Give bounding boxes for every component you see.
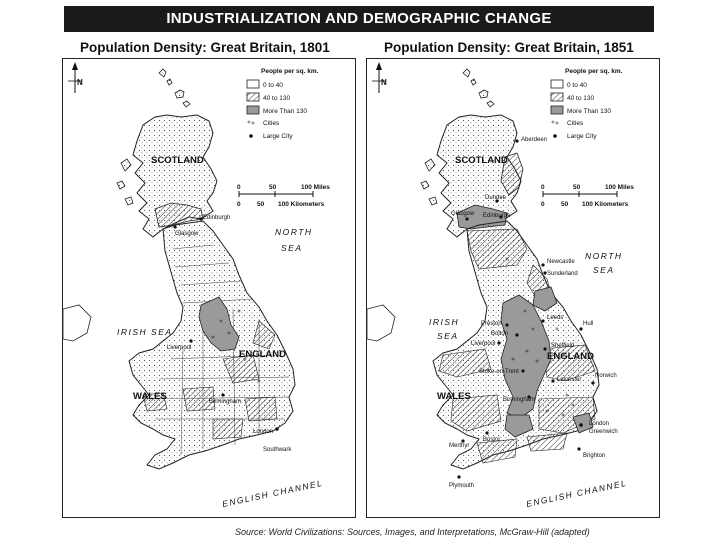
sea-north-2: SEA bbox=[593, 265, 615, 275]
legend-swatch-mid bbox=[551, 93, 563, 101]
sea-irish: IRISH SEA bbox=[117, 327, 173, 337]
city-marker-liverpool bbox=[497, 341, 500, 344]
city-bristol: Bristol bbox=[483, 437, 500, 443]
city-marker-london bbox=[275, 427, 279, 431]
city-glasgow: Glasgow bbox=[451, 211, 475, 217]
city-marker-preston bbox=[505, 323, 508, 326]
legend-heading: People per sq. km. bbox=[261, 68, 319, 75]
northern-islands bbox=[159, 69, 190, 107]
legend-swatch-high bbox=[247, 106, 259, 114]
legend-item-low: 0 to 40 bbox=[263, 82, 283, 89]
city-glasgow: Glasgow bbox=[175, 231, 199, 237]
city-marker-leicester bbox=[551, 379, 554, 382]
city-birmingham: Birmingham bbox=[209, 399, 242, 405]
city-dundee: Dundee bbox=[485, 195, 507, 201]
city-marker-newcastle bbox=[541, 263, 544, 266]
legend-cities: Cities bbox=[263, 120, 280, 127]
scale-miles-0: 0 bbox=[237, 184, 241, 191]
city-bolton: Bolton bbox=[491, 331, 509, 337]
city-leicester: Leicester bbox=[557, 377, 582, 383]
legend-item-high: More Than 130 bbox=[263, 108, 307, 115]
page-title: INDUSTRIALIZATION AND DEMOGRAPHIC CHANGE bbox=[64, 6, 654, 32]
sea-north-2: SEA bbox=[281, 243, 303, 253]
city-marker-london bbox=[579, 423, 583, 427]
city-marker-glasgow bbox=[173, 225, 176, 228]
city-sunderland: Sunderland bbox=[547, 271, 578, 277]
map-panel-1801 bbox=[62, 58, 356, 518]
city-marker-sheffield bbox=[543, 347, 546, 350]
city-marker-plymouth bbox=[457, 475, 460, 478]
sea-north-1: NORTH bbox=[275, 227, 313, 237]
city-norwich: Norwich bbox=[595, 373, 617, 379]
scale-km-0: 0 bbox=[541, 201, 545, 208]
legend-swatch-mid bbox=[247, 93, 259, 101]
city-marker-liverpool bbox=[189, 339, 192, 342]
city-marker-leeds bbox=[541, 319, 544, 322]
legend-item-mid: 40 to 130 bbox=[263, 95, 291, 102]
city-plymouth: Plymouth bbox=[449, 483, 475, 489]
legend-swatch-low bbox=[551, 80, 563, 88]
city-marker-stoke bbox=[521, 369, 524, 372]
scale-km-50: 50 bbox=[561, 201, 569, 208]
city-hull: Hull bbox=[583, 321, 594, 327]
western-isles bbox=[117, 159, 133, 205]
region-england: ENGLAND bbox=[547, 351, 594, 362]
map-title-1801: Population Density: Great Britain, 1801 bbox=[80, 40, 330, 55]
city-newcastle: Newcastle bbox=[547, 259, 575, 265]
map-1801-svg bbox=[63, 59, 355, 517]
city-sheffield: Sheffield bbox=[551, 343, 575, 349]
city-leeds: Leeds bbox=[547, 315, 564, 321]
city-marker-brighton bbox=[577, 447, 580, 450]
north-label: N bbox=[381, 78, 387, 87]
city-brighton: Brighton bbox=[583, 453, 606, 459]
city-marker-aberdeen bbox=[515, 139, 518, 142]
city-marker-bolton bbox=[515, 333, 518, 336]
scale-miles-50: 50 bbox=[269, 184, 277, 191]
city-london: London bbox=[253, 429, 274, 435]
scale-km-0: 0 bbox=[237, 201, 241, 208]
map-panel-1851 bbox=[366, 58, 660, 518]
ireland-edge bbox=[63, 305, 91, 341]
legend-cities: Cities bbox=[567, 120, 584, 127]
map-1851-svg bbox=[367, 59, 659, 517]
map-title-1851: Population Density: Great Britain, 1851 bbox=[384, 40, 634, 55]
city-marker-glasgow bbox=[465, 217, 468, 220]
city-southwark: Southwark bbox=[263, 447, 292, 453]
sea-irish-2: SEA bbox=[437, 331, 459, 341]
legend-1801 bbox=[247, 68, 319, 140]
legend-swatch-high bbox=[551, 106, 563, 114]
scale-miles-100: 100 Miles bbox=[605, 184, 634, 191]
city-birmingham: Birmingham bbox=[503, 397, 536, 403]
scale-km-100: 100 Kilometers bbox=[582, 201, 629, 208]
city-marker-norwich bbox=[591, 381, 594, 384]
legend-heading: People per sq. km. bbox=[565, 68, 623, 75]
legend-large-city: Large City bbox=[567, 133, 597, 140]
city-stoke-on-trent: Stoke-on-Trent bbox=[479, 369, 519, 375]
city-marker-hull bbox=[579, 327, 582, 330]
legend-item-mid: 40 to 130 bbox=[567, 95, 595, 102]
region-england: ENGLAND bbox=[239, 349, 286, 360]
legend-item-low: 0 to 40 bbox=[567, 82, 587, 89]
city-liverpool: Liverpool bbox=[471, 341, 496, 347]
region-wales: WALES bbox=[437, 391, 471, 402]
sea-north-1: NORTH bbox=[585, 251, 623, 261]
city-liverpool: Liverpool bbox=[167, 345, 192, 351]
western-isles bbox=[421, 159, 437, 205]
ireland-edge bbox=[367, 305, 395, 341]
scale-bar-1851 bbox=[541, 184, 634, 208]
city-london: London bbox=[589, 421, 610, 427]
sea-irish-1: IRISH bbox=[429, 317, 460, 327]
scale-miles-100: 100 Miles bbox=[301, 184, 330, 191]
scale-km-100: 100 Kilometers bbox=[278, 201, 325, 208]
region-scotland: SCOTLAND bbox=[151, 155, 204, 166]
cities-marker-icon bbox=[552, 121, 558, 124]
city-edinburgh: Edinburgh bbox=[483, 213, 511, 219]
scale-bar-1801 bbox=[237, 184, 330, 208]
scale-km-50: 50 bbox=[257, 201, 265, 208]
legend-1851 bbox=[551, 68, 623, 140]
large-city-marker-icon bbox=[249, 134, 253, 138]
region-wales: WALES bbox=[133, 391, 167, 402]
large-city-marker-icon bbox=[553, 134, 557, 138]
legend-item-high: More Than 130 bbox=[567, 108, 611, 115]
city-greenwich: Greenwich bbox=[589, 429, 618, 435]
scale-miles-50: 50 bbox=[573, 184, 581, 191]
sea-english-channel: ENGLISH CHANNEL bbox=[221, 477, 324, 509]
city-edinburgh: Edinburgh bbox=[203, 215, 231, 221]
source-caption: Source: World Civilizations: Sources, Images, and Interpretations, McGraw-Hill (adapted) bbox=[235, 527, 590, 537]
city-merthyr: Merthyr bbox=[449, 443, 470, 449]
legend-swatch-low bbox=[247, 80, 259, 88]
cities-marker-icon bbox=[248, 121, 254, 124]
city-preston: Preston bbox=[481, 321, 502, 327]
sea-english-channel: ENGLISH CHANNEL bbox=[525, 477, 628, 509]
region-scotland: SCOTLAND bbox=[455, 155, 508, 166]
city-marker-bristol bbox=[485, 431, 488, 434]
scale-miles-0: 0 bbox=[541, 184, 545, 191]
city-marker-birmingham bbox=[221, 393, 224, 396]
north-label: N bbox=[77, 78, 83, 87]
northern-islands bbox=[463, 69, 494, 107]
city-aberdeen: Aberdeen bbox=[521, 137, 548, 143]
legend-large-city: Large City bbox=[263, 133, 293, 140]
